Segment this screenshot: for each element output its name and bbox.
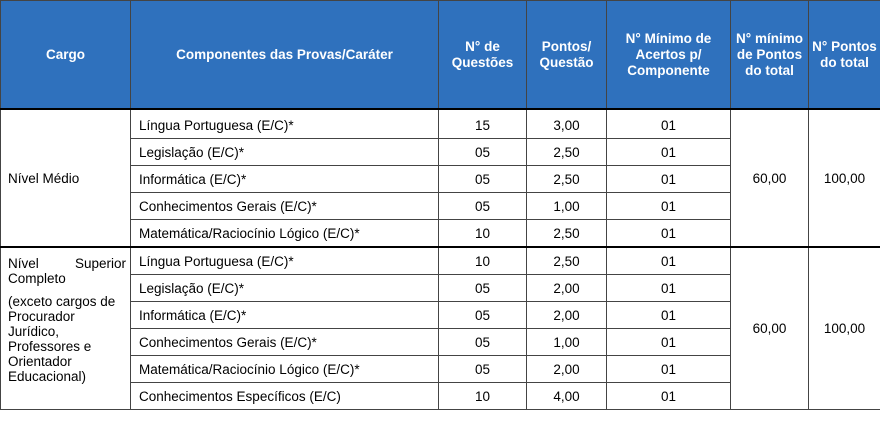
minimo-cell: 01 xyxy=(607,247,731,275)
componente-cell: Informática (E/C)* xyxy=(131,166,439,193)
minimo-cell: 01 xyxy=(607,356,731,383)
header-componentes: Componentes das Provas/Caráter xyxy=(131,1,439,110)
pontos-cell: 2,50 xyxy=(527,166,607,193)
cargo-title: Nível Superior Completo xyxy=(8,256,126,286)
componente-cell: Matemática/Raciocínio Lógico (E/C)* xyxy=(131,356,439,383)
questoes-cell: 05 xyxy=(439,275,527,302)
table-row xyxy=(1,247,880,275)
questoes-cell: 05 xyxy=(439,329,527,356)
header-minimo-pontos: N° mínimo de Pontos do total xyxy=(731,1,809,110)
questoes-cell: 10 xyxy=(439,247,527,275)
header-minimo-acertos: N° Mínimo de Acertos p/ Componente xyxy=(607,1,731,110)
componente-cell: Conhecimentos Gerais (E/C)* xyxy=(131,193,439,220)
componente-cell: Matemática/Raciocínio Lógico (E/C)* xyxy=(131,220,439,248)
pontos-cell: 2,50 xyxy=(527,247,607,275)
questoes-cell: 05 xyxy=(439,139,527,166)
minimo-cell: 01 xyxy=(607,109,731,139)
table-row xyxy=(1,109,880,139)
questoes-cell: 15 xyxy=(439,109,527,139)
pontos-cell: 2,50 xyxy=(527,220,607,248)
pontos-cell: 1,00 xyxy=(527,329,607,356)
minimo-cell: 01 xyxy=(607,329,731,356)
pontos-cell: 2,50 xyxy=(527,139,607,166)
pontos-cell: 4,00 xyxy=(527,383,607,410)
minimo-cell: 01 xyxy=(607,166,731,193)
questoes-cell: 05 xyxy=(439,356,527,383)
pontos-cell: 2,00 xyxy=(527,356,607,383)
pontos-total-cell: 100,00 xyxy=(809,247,880,410)
header-questoes: N° de Questões xyxy=(439,1,527,110)
pontos-cell: 3,00 xyxy=(527,109,607,139)
minimo-cell: 01 xyxy=(607,139,731,166)
minimo-cell: 01 xyxy=(607,302,731,329)
cargo-cell: Nível Médio xyxy=(1,109,131,247)
questoes-cell: 10 xyxy=(439,383,527,410)
header-cargo: Cargo xyxy=(1,1,131,110)
header-row xyxy=(1,1,880,110)
componente-cell: Conhecimentos Gerais (E/C)* xyxy=(131,329,439,356)
questoes-cell: 05 xyxy=(439,166,527,193)
minimo-cell: 01 xyxy=(607,383,731,410)
componente-cell: Língua Portuguesa (E/C)* xyxy=(131,109,439,139)
header-pontos: Pontos/ Questão xyxy=(527,1,607,110)
header-pontos-total: N° Pontos do total xyxy=(809,1,880,110)
cargo-note: (exceto cargos de Procurador Jurídico, Professores e Orientador Educacional) xyxy=(8,294,116,384)
minimo-pontos-cell: 60,00 xyxy=(731,247,809,410)
componente-cell: Legislação (E/C)* xyxy=(131,275,439,302)
pontos-total-cell: 100,00 xyxy=(809,109,880,247)
questoes-cell: 10 xyxy=(439,220,527,248)
minimo-cell: 01 xyxy=(607,193,731,220)
cargo-cell xyxy=(1,247,131,410)
pontos-cell: 2,00 xyxy=(527,302,607,329)
componente-cell: Informática (E/C)* xyxy=(131,302,439,329)
componente-cell: Legislação (E/C)* xyxy=(131,139,439,166)
componente-cell: Língua Portuguesa (E/C)* xyxy=(131,247,439,275)
componente-cell: Conhecimentos Específicos (E/C) xyxy=(131,383,439,410)
questoes-cell: 05 xyxy=(439,302,527,329)
minimo-pontos-cell: 60,00 xyxy=(731,109,809,247)
minimo-cell: 01 xyxy=(607,275,731,302)
questoes-cell: 05 xyxy=(439,193,527,220)
minimo-cell: 01 xyxy=(607,220,731,248)
pontos-cell: 1,00 xyxy=(527,193,607,220)
pontos-cell: 2,00 xyxy=(527,275,607,302)
